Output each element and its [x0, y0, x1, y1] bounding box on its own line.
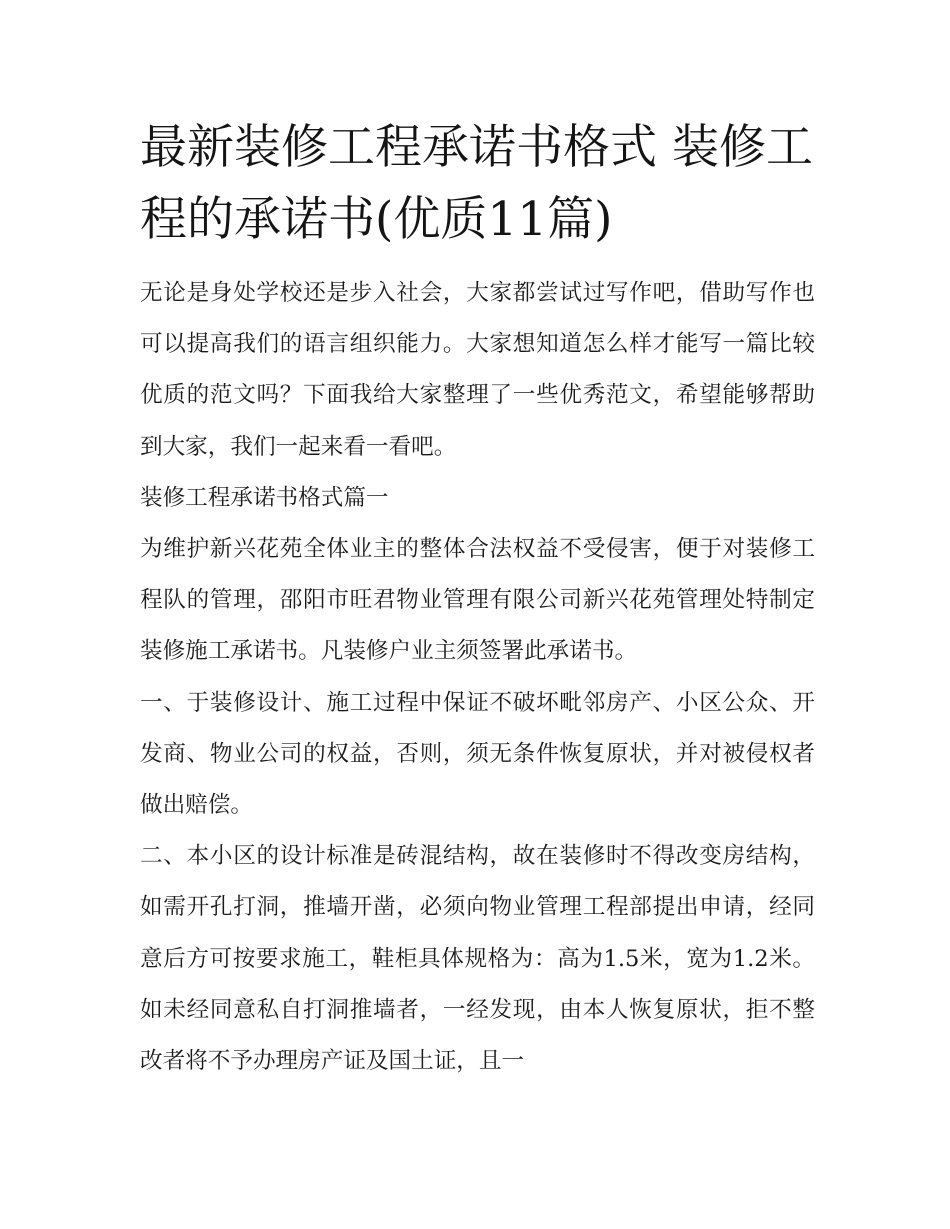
- section-heading: 装修工程承诺书格式篇一: [140, 484, 389, 511]
- intro-paragraph: 无论是身处学校还是步入社会，大家都尝试过写作吧，借助写作也可以提高我们的语言组织能力。大家想知道怎么样才能写一篇比较优质的范文吗？下面我给大家整理了一些优秀范文，希望能够帮助到大家，我们一起来看一看吧。: [140, 280, 815, 460]
- clause-paragraph-1: 一、于装修设计、施工过程中保证不破坏毗邻房产、小区公众、开发商、物业公司的权益，否则，须无条件恢复原状，并对被侵权者做出赔偿。: [140, 689, 815, 819]
- body-paragraph: 为维护新兴花苑全体业主的整体合法权益不受侵害，便于对装修工程队的管理，邵阳市旺君物业管理有限公司新兴花苑管理处特制定装修施工承诺书。凡装修户业主须签署此承诺书。: [140, 536, 815, 665]
- document-title: 最新装修工程承诺书格式 装修工程的承诺书(优质11篇): [140, 120, 813, 247]
- document-page: [140, 112, 815, 1087]
- clause-paragraph-2: 二、本小区的设计标准是砖混结构，故在装修时不得改变房结构，如需开孔打洞，推墙开凿，必须向物业管理工程部提出申请，经同意后方可按要求施工，鞋柜具体规格为：高为1.5米，宽为1.2米。如未经同意私自打洞推墙者，一经发现，由本人恢复原状，拒不整改者将不予办理房产证及国土证，且一: [140, 843, 815, 1075]
